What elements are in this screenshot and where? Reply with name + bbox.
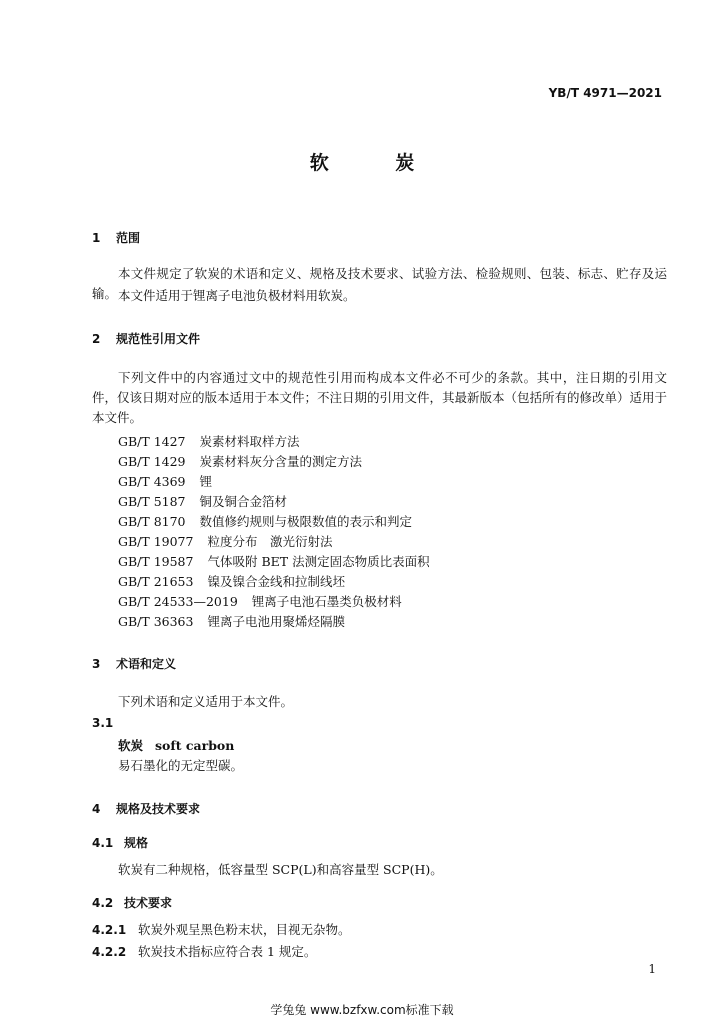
reference-code: GB/T 1429 (118, 454, 186, 469)
reference-item (118, 552, 430, 570)
scope-paragraph-2: 本文件适用于锂离子电池负极材料用软炭。 (118, 288, 356, 303)
section-number: 3 (92, 657, 101, 671)
references-intro: 下列文件中的内容通过文中的规范性引用而构成本文件必不可少的条款。其中，注日期的引用文件，仅该日期对应的版本适用于本文件；不注日期的引用文件，其最新版本（包括所有的修改单）适用于本文件。 (92, 370, 668, 425)
reference-item (118, 472, 212, 490)
section-2-heading (92, 330, 200, 347)
section-title: 术语和定义 (116, 657, 177, 671)
reference-item (118, 492, 287, 510)
reference-title: 锂离子电池用聚烯烃隔膜 (207, 614, 345, 629)
term-english: soft carbon (155, 738, 235, 753)
clause-text: 软炭外观呈黑色粉末状，目视无杂物。 (138, 922, 351, 937)
section-number: 2 (92, 332, 101, 346)
document-title: 软 炭 (309, 152, 445, 174)
section-title: 范围 (116, 231, 141, 245)
reference-title: 锂离子电池石墨类负极材料 (251, 594, 402, 609)
footer-watermark: 学兔兔 www.bzfxw.com标准下载 (270, 1003, 454, 1017)
term-chinese: 软炭 (118, 738, 144, 753)
term-definition: 易石墨化的无定型碳。 (118, 758, 244, 773)
page-number: 1 (648, 962, 656, 976)
term-entry (118, 736, 234, 754)
subsection-4-2-heading (92, 894, 172, 911)
section-title: 规范性引用文件 (116, 332, 201, 346)
reference-title: 铜及铜合金箔材 (199, 494, 288, 509)
section-1-heading (92, 229, 140, 246)
spec-paragraph: 软炭有二种规格，低容量型 SCP(L)和高容量型 SCP(H)。 (118, 862, 443, 877)
reference-item (118, 532, 332, 550)
reference-item (118, 432, 300, 450)
subsection-number: 4.1 (92, 836, 114, 850)
reference-item (118, 452, 362, 470)
subsection-title: 规格 (124, 836, 149, 850)
reference-title: 锂 (199, 474, 213, 489)
reference-title: 炭素材料灰分含量的测定方法 (199, 454, 363, 469)
clause-number: 4.2.2 (92, 945, 127, 959)
section-4-heading (92, 800, 200, 817)
reference-title: 镍及镍合金线和拉制线坯 (207, 574, 345, 589)
reference-code: GB/T 36363 (118, 614, 194, 629)
clause-4-2-1 (92, 920, 351, 938)
section-3-heading (92, 655, 176, 672)
reference-title: 炭素材料取样方法 (199, 434, 300, 449)
reference-item (118, 572, 345, 590)
section-title: 规格及技术要求 (116, 802, 201, 816)
section-number: 4 (92, 802, 101, 816)
reference-title: 气体吸附 BET 法测定固态物质比表面积 (207, 554, 430, 569)
reference-code: GB/T 5187 (118, 494, 186, 509)
clause-text: 软炭技术指标应符合表 1 规定。 (138, 944, 317, 959)
standard-number: YB/T 4971—2021 (548, 86, 662, 100)
scope-paragraph-1: 本文件规定了软炭的术语和定义、规格及技术要求、试验方法、检验规则、包装、标志、贮存及运输。 (92, 266, 667, 301)
reference-code: GB/T 4369 (118, 474, 186, 489)
reference-code: GB/T 8170 (118, 514, 186, 529)
subsection-title: 技术要求 (124, 896, 173, 910)
reference-item (118, 512, 412, 530)
reference-code: GB/T 24533—2019 (118, 594, 238, 609)
clause-number: 4.2.1 (92, 923, 127, 937)
reference-code: GB/T 1427 (118, 434, 186, 449)
subsection-number: 4.2 (92, 896, 114, 910)
reference-code: GB/T 19077 (118, 534, 194, 549)
reference-code: GB/T 19587 (118, 554, 194, 569)
reference-code: GB/T 21653 (118, 574, 194, 589)
terms-intro: 下列术语和定义适用于本文件。 (118, 694, 294, 709)
section-number: 1 (92, 231, 101, 245)
term-number: 3.1 (92, 716, 114, 730)
reference-title: 粒度分布 激光衍射法 (207, 534, 333, 549)
clause-4-2-2 (92, 942, 316, 960)
reference-item (118, 612, 345, 630)
reference-title: 数值修约规则与极限数值的表示和判定 (199, 514, 413, 529)
subsection-4-1-heading (92, 834, 148, 851)
reference-item (118, 592, 402, 610)
